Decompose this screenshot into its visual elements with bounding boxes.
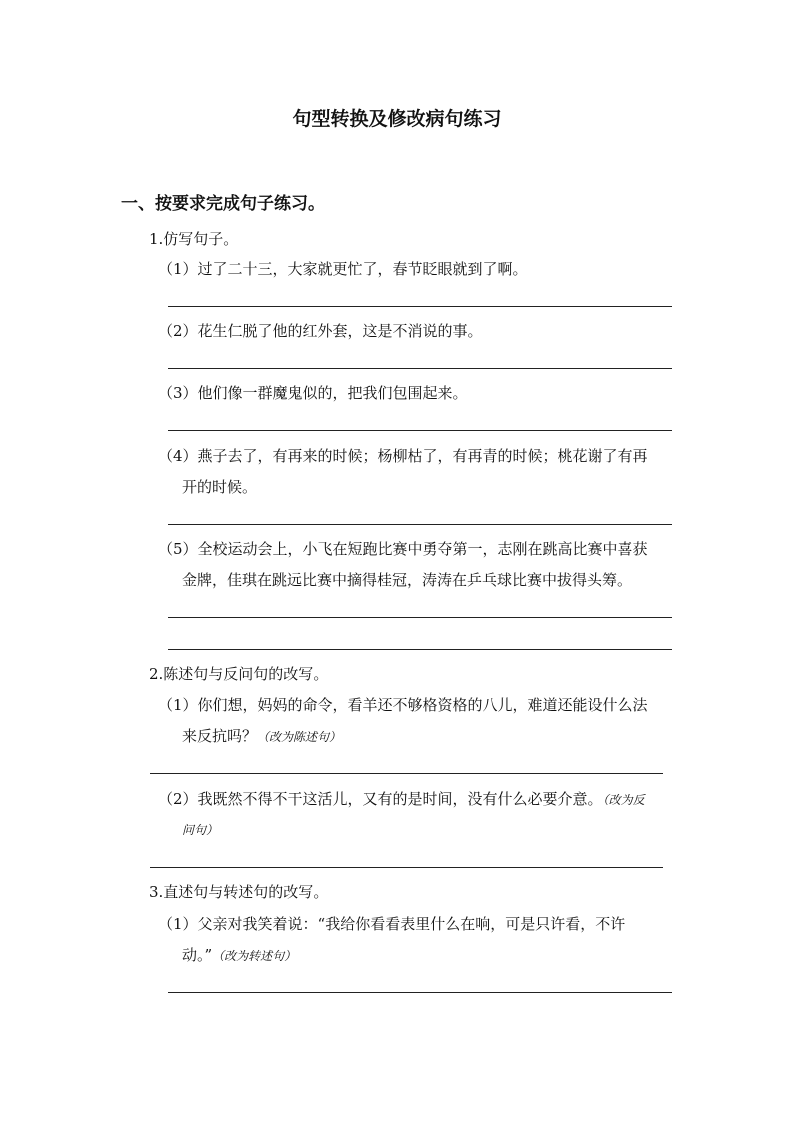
instruction-note: （改为反 xyxy=(602,793,645,807)
answer-line[interactable] xyxy=(168,617,672,618)
item-text: 燕子去了，有再来的时候；杨柳枯了，有再青的时候；桃花谢了有再 xyxy=(197,447,648,465)
item-text: 来反抗吗？ xyxy=(182,727,258,745)
item-text: 全校运动会上，小飞在短跑比赛中勇夺第一，志刚在跳高比赛中喜获 xyxy=(197,540,648,558)
answer-line[interactable] xyxy=(168,524,672,525)
item-text-continued: 开的时候。 xyxy=(182,478,258,496)
part3-label: 3.直述句与转述句的改写。 xyxy=(149,883,329,901)
exercise-2-2 xyxy=(158,788,645,809)
item-text-continued xyxy=(182,944,296,965)
exercise-1-2 xyxy=(158,320,483,341)
part1-label: 1.仿写句子。 xyxy=(149,230,239,248)
answer-line[interactable] xyxy=(168,368,672,369)
item-text: 花生仁脱了他的红外套，这是不消说的事。 xyxy=(197,322,483,340)
answer-line[interactable] xyxy=(168,306,672,307)
item-text: 他们像一群魔鬼似的，把我们包围起来。 xyxy=(197,384,468,402)
item-number: （2） xyxy=(158,322,198,340)
item-text: 我既然不得不干这活儿，又有的是时间，没有什么必要介意。 xyxy=(197,790,603,808)
answer-line[interactable] xyxy=(150,773,663,774)
item-number: （2） xyxy=(158,790,198,808)
answer-line[interactable] xyxy=(168,430,672,431)
item-text-continued: 金牌，佳琪在跳远比赛中摘得桂冠，涛涛在乒乓球比赛中拔得头筹。 xyxy=(182,571,633,589)
exercise-1-1 xyxy=(158,258,528,279)
exercise-1-4 xyxy=(158,445,648,466)
answer-line[interactable] xyxy=(168,649,672,650)
item-text-continued xyxy=(182,725,341,746)
instruction-note-continued: 问句） xyxy=(182,823,219,837)
exercise-2-1 xyxy=(158,694,648,715)
exercise-3-1 xyxy=(158,913,625,934)
item-number: （4） xyxy=(158,447,198,465)
item-text: 过了二十三，大家就更忙了，春节眨眼就到了啊。 xyxy=(197,260,528,278)
exercise-1-3 xyxy=(158,382,468,403)
item-number: （1） xyxy=(158,915,198,933)
item-text: 动。” xyxy=(182,946,213,964)
item-number: （1） xyxy=(158,696,198,714)
item-text: 父亲对我笑着说：“我给你看看表里什么在响，可是只许看，不许 xyxy=(197,915,626,933)
item-number: （5） xyxy=(158,540,198,558)
exercise-1-5 xyxy=(158,538,648,559)
instruction-note: （改为陈述句） xyxy=(257,730,342,744)
answer-line[interactable] xyxy=(150,867,663,868)
answer-line[interactable] xyxy=(168,992,672,993)
part2-label: 2.陈述句与反问句的改写。 xyxy=(149,665,329,683)
item-number: （3） xyxy=(158,384,198,402)
item-text: 你们想，妈妈的命令，看羊还不够格资格的八儿，难道还能设什么法 xyxy=(197,696,648,714)
instruction-note: （改为转述句） xyxy=(212,949,297,963)
item-number: （1） xyxy=(158,260,198,278)
page-title: 句型转换及修改病句练习 xyxy=(292,108,502,130)
section-heading: 一、按要求完成句子练习。 xyxy=(121,194,325,214)
